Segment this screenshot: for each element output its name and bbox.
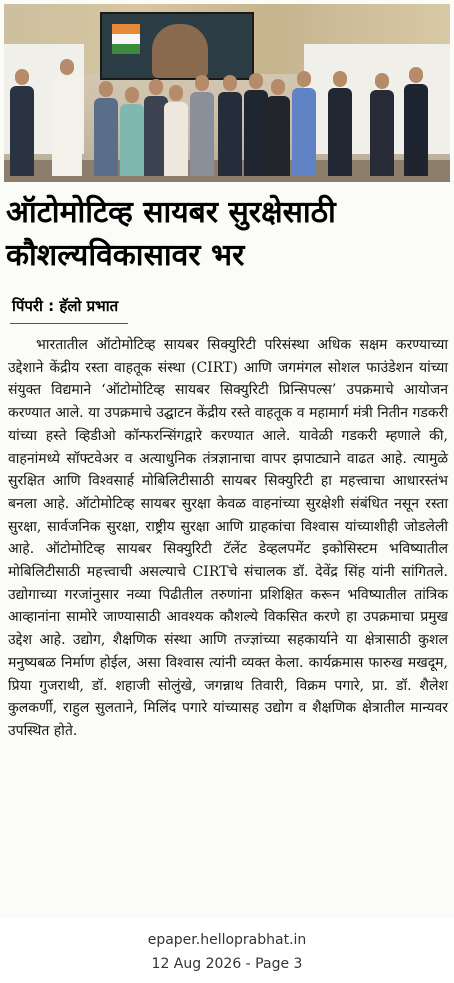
photo-person bbox=[190, 75, 214, 176]
photo-person bbox=[404, 67, 428, 176]
photo-person bbox=[328, 71, 352, 176]
photo-person bbox=[218, 75, 242, 176]
photo-person bbox=[94, 81, 118, 176]
photo-person bbox=[370, 73, 394, 176]
photo-person bbox=[10, 69, 34, 176]
article-headline: ऑटोमोटिव्ह सायबर सुरक्षेसाठी कौशल्यविकासावर भर bbox=[6, 195, 336, 273]
photo-video-screen bbox=[100, 12, 254, 80]
photo-person bbox=[266, 79, 290, 176]
flag-icon bbox=[112, 24, 140, 54]
photo-person bbox=[52, 59, 82, 176]
date-page-label: 12 Aug 2026 - Page 3 bbox=[151, 956, 303, 972]
speaker-figure bbox=[152, 24, 208, 78]
photo-person bbox=[164, 85, 188, 176]
page-footer bbox=[0, 928, 454, 976]
byline-rule bbox=[10, 323, 128, 324]
article-body: भारतातील ऑटोमोटिव्ह सायबर सिक्युरिटी परिसंस्था अधिक सक्षम करण्याच्या उद्देशाने केंद्रीय रस्ता वाहतूक संस्था (CIRT) आणि जगमंगल सोशल फाउंडेशन यांच्या संयुक्त विद्यमाने ‘ऑटोमोटिव्ह सायबर सिक्युरिटी प्रिन्सिपल्स’ उपक्रमाचे आयोजन करण्यात आले. या उपक्रमाचे उद्घाटन केंद्रीय रस्ते वाहतूक व महामार्ग मंत्री नितीन गडकरी यांच्या हस्ते व्हिडीओ कॉन्फरन्सिंगद्वारे करण्यात आले. यावेळी गडकरी म्हणाले की, वाहनांमध्ये सॉफ्टवेअर व अत्याधुनिक तंत्रज्ञानाचा वापर झपाट्याने वाढत आहे. त्यामुळे सुरक्षित आणि विश्वसार्ह मोबिलिटीसाठी सायबर सिक्युरिटी हा महत्त्वाचा आधारस्तंभ बनला आहे. ऑटोमोटिव्ह सायबर सुरक्षा केवळ वाहनांच्या सुरक्षेशी संबंधित नसून रस्ता सुरक्षा, सार्वजनिक सुरक्षा, राष्ट्रीय सुरक्षा आणि ग्राहकांचा विश्वास यांच्याशीही जोडलेली आहे. ऑटोमोटिव्ह सायबर सिक्युरिटी टॅलेंट डेव्हलपमेंट इकोसिस्टम भविष्यातील मोबिलिटीसाठी महत्त्वाची असल्याचे CIRTचे संचालक डॉ. देवेंद्र सिंह यांनी सांगितले. उद्योगाच्या गरजांनुसार नव्या पिढीतील तरुणांना प्रशिक्षित करून भविष्यातील तांत्रिक आव्हानांना सामोरे जाण्यासाठी आवश्यक कौशल्ये विकसित करणे हा उपक्रमाचा प्रमुख उद्देश आहे. उद्योग, शैक्षणिक संस्था आणि तज्ज्ञांच्या सहकार्याने या क्षेत्रासाठी कुशल मनुष्यबळ निर्माण होईल, असा विश्वास त्यांनी व्यक्त केला. कार्यक्रमास फारुख मखदूम, प्रिया गुजराथी, डॉ. शहाजी सोलुंखे, जगन्नाथ तिवारी, विक्रम पगारे, प्रा. डॉ. शैलेश कुलकर्णी, राहुल सुलताने, मिलिंद पगारे यांच्यासह उद्योग व शैक्षणिक क्षेत्रातील मान्यवर उपस्थित होते. bbox=[8, 337, 448, 739]
photo-person bbox=[120, 87, 144, 176]
article-byline: पिंपरी : हॅलो प्रभात bbox=[12, 297, 119, 315]
photo-person bbox=[292, 71, 316, 176]
source-link[interactable]: epaper.helloprabhat.in bbox=[147, 932, 307, 948]
photo-person bbox=[244, 73, 268, 176]
event-photo bbox=[4, 4, 450, 182]
